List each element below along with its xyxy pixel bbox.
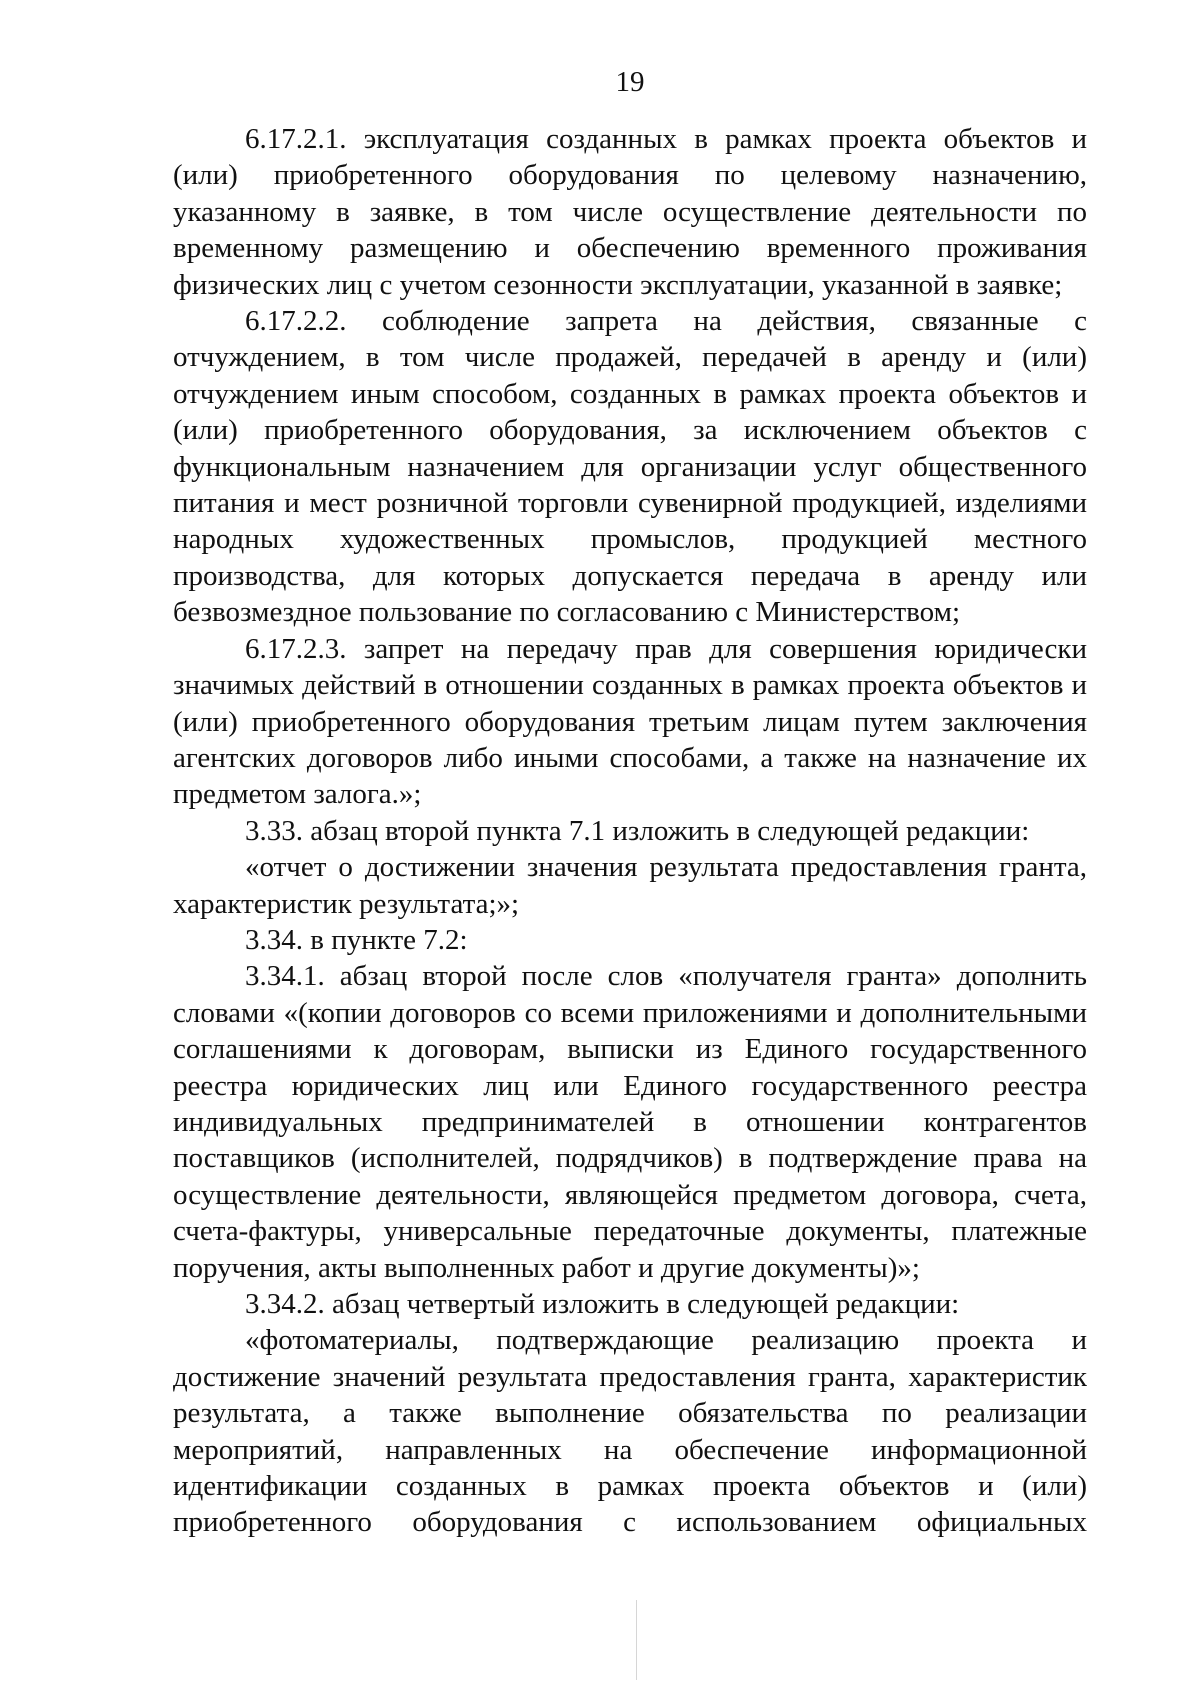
paragraph-3-34-2-quote: «фотоматериалы, подтверждающие реализацию проекта и достижение значений результата предоставления гранта, характеристик результата, а также выполнение обязательства по реализации мероприятий, направленных на обеспечение информационной идентификации созданных в рамках проекта объектов и (или) приобретенного оборудования с использованием официальных — [173, 1324, 1087, 1539]
paragraph-3-34: 3.34. в пункте 7.2: — [245, 923, 468, 956]
paragraph-6-17-2-1: 6.17.2.1. эксплуатация созданных в рамках проекта объектов и (или) приобретенного оборудования по целевому назначению, указанному в заявке, в том числе осуществление деятельности по временному размещению и обеспечению временного проживания физических лиц с учетом сезонности эксплуатации, указанной в заявке; — [173, 123, 1087, 301]
paragraph-3-33-quote: «отчет о достижении значения результата предоставления гранта, характеристик результата;»; — [173, 851, 1087, 920]
paragraph-6-17-2-2: 6.17.2.2. соблюдение запрета на действия, связанные с отчуждением, в том числе продажей, передачей в аренду и (или) отчуждением иным способом, созданных в рамках проекта объектов и (или) приобретенного оборудования, за исключением объектов с функциональным назначением для организации услуг общественного питания и мест розничной торговли сувенирной продукцией, изделиями народных художественных промыслов, продукцией местного производства, для которых допускается передача в аренду или безвозмездное пользование по согласованию с Министерством; — [173, 305, 1087, 629]
document-body — [173, 121, 1087, 1541]
paragraph-3-33: 3.33. абзац второй пункта 7.1 изложить в следующей редакции: — [245, 814, 1030, 847]
paragraph-3-34-2: 3.34.2. абзац четвертый изложить в следующей редакции: — [245, 1288, 960, 1320]
scan-artifact-line — [636, 1600, 637, 1680]
paragraph-6-17-2-3: 6.17.2.3. запрет на передачу прав для совершения юридически значимых действий в отношении созданных в рамках проекта объектов и (или) приобретенного оборудования третьим лицам путем заключения агентских договоров либо иными способами, а также на назначение их предметом залога.»; — [173, 632, 1087, 811]
page-number: 19 — [615, 66, 645, 98]
paragraph-3-34-1: 3.34.1. абзац второй после слов «получателя гранта» дополнить словами «(копии договоров со всеми приложениями и дополнительными соглашениями к договорам, выписки из Единого государственного реестра юридических лиц или Единого государственного реестра индивидуальных предпринимателей в отношении контрагентов поставщиков (исполнителей, подрядчиков) в подтверждение права на осуществление деятельности, являющейся предметом договора, счета, счета-фактуры, универсальные передаточные документы, платежные поручения, акты выполненных работ и другие документы)»; — [173, 960, 1087, 1284]
